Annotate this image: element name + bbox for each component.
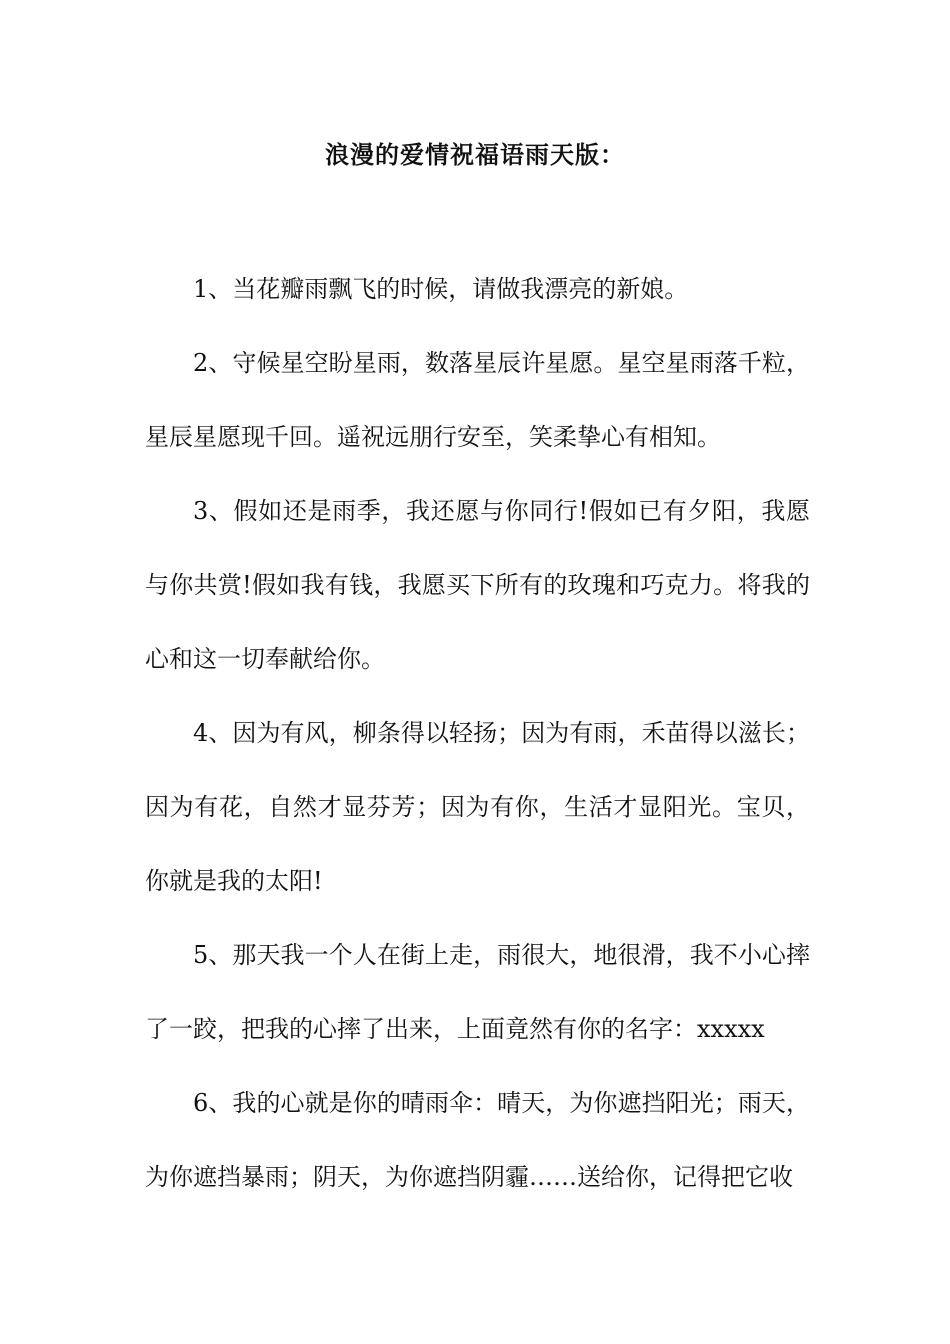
paragraph-6: 6、我的心就是你的晴雨伞：晴天，为你遮挡阳光；雨天，为你遮挡暴雨；阴天，为你遮挡阴霾……送给你，记得把它收 <box>145 1089 810 1191</box>
document-title: 浪漫的爱情祝福语雨天版： <box>325 141 625 169</box>
paragraph-1: 1、当花瓣雨飘飞的时候，请做我漂亮的新娘。 <box>193 275 689 303</box>
document-body <box>145 252 810 1214</box>
paragraph-3: 3、假如还是雨季，我还愿与你同行!假如已有夕阳，我愿与你共赏!假如我有钱，我愿买下所有的玫瑰和巧克力。将我的心和这一切奉献给你。 <box>145 497 810 673</box>
paragraph-2: 2、守候星空盼星雨，数落星辰许星愿。星空星雨落千粒，星辰星愿现千回。遥祝远朋行安至，笑柔挚心有相知。 <box>145 349 810 451</box>
paragraph-5: 5、那天我一个人在街上走，雨很大，地很滑，我不小心摔了一跤，把我的心摔了出来，上面竟然有你的名字：xxxxx <box>145 941 810 1043</box>
paragraph-4: 4、因为有风，柳条得以轻扬；因为有雨，禾苗得以滋长；因为有花，自然才显芬芳；因为有你，生活才显阳光。宝贝，你就是我的太阳! <box>145 719 810 895</box>
